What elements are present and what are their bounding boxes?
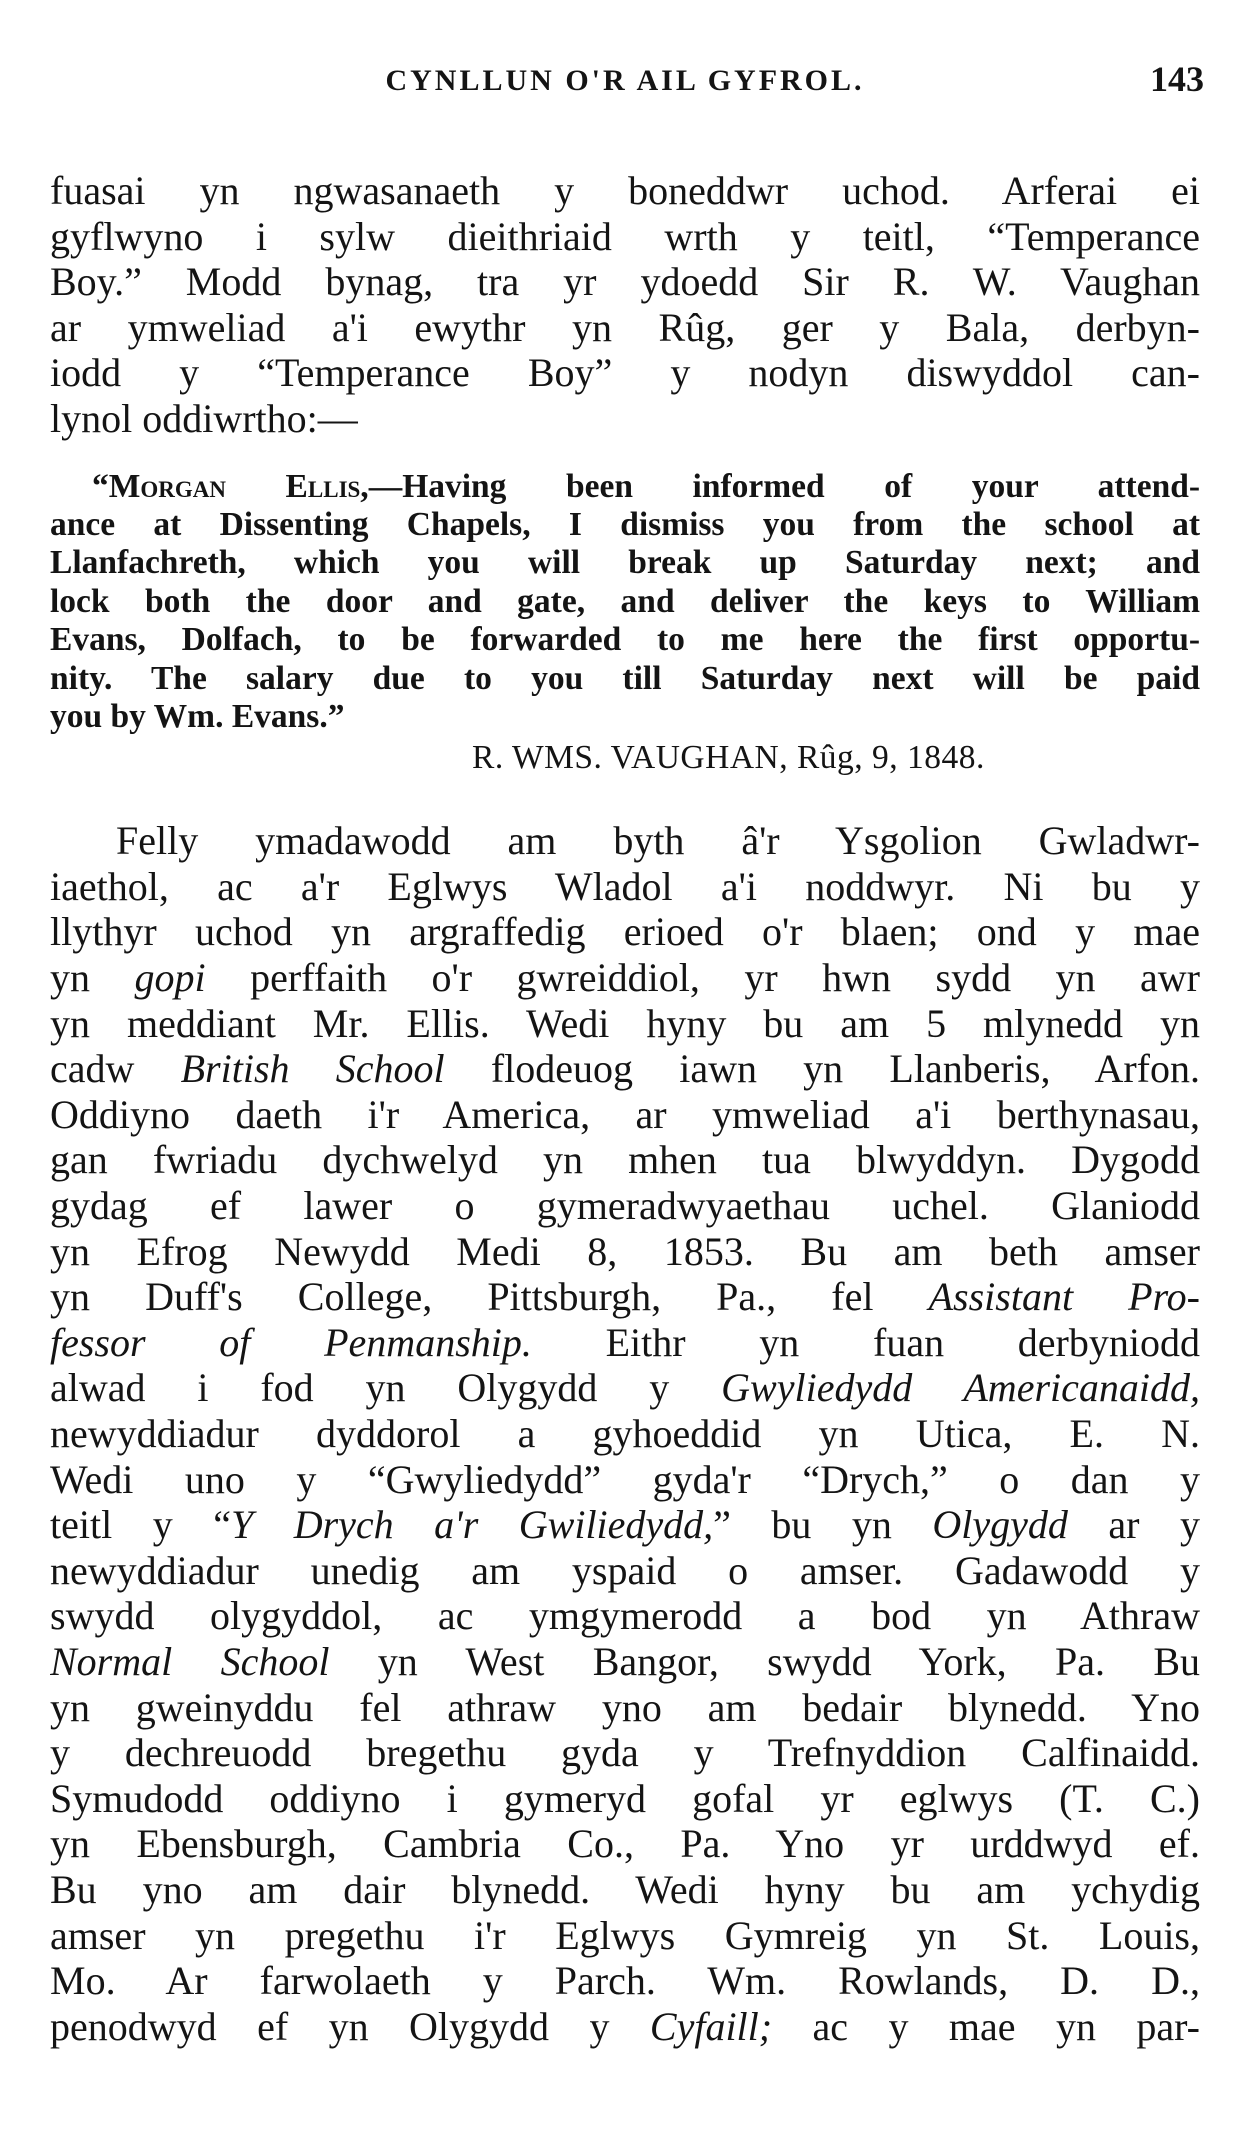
- text-line: newyddiadur dyddorol a gyhoeddid yn Utica, E. N.: [50, 1411, 1200, 1457]
- text-line: [50, 1046, 1200, 1092]
- text-run: teitl y “: [50, 1502, 231, 1548]
- book-page: [50, 58, 1204, 2049]
- letter-line: [50, 468, 1200, 506]
- text-run: ” bu yn: [713, 1502, 933, 1548]
- italic-run: gopi: [134, 955, 206, 1001]
- text-line: gan fwriadu dychwelyd yn mhen tua blwyddyn. Dygodd: [50, 1137, 1200, 1183]
- text-line: [50, 1365, 1200, 1411]
- text-line: gydag ef lawer o gymeradwyaethau uchel. Glaniodd: [50, 1183, 1200, 1229]
- italic-run: fessor of Penmanship.: [50, 1319, 532, 1365]
- text-run: yn Duff's College, Pittsburgh, Pa., fel: [50, 1274, 929, 1320]
- text-line: yn Efrog Newydd Medi 8, 1853. Bu am beth amser: [50, 1228, 1200, 1274]
- text-line: iaethol, ac a'r Eglwys Wladol a'i noddwyr. Ni bu y: [50, 863, 1200, 909]
- letter-text: —Having been informed of your attend-: [368, 467, 1200, 505]
- text-line: Mo. Ar farwolaeth y Parch. Wm. Rowlands, D. D.,: [50, 1958, 1200, 2004]
- letter-signature: R. WMS. VAUGHAN, Rûg, 9, 1848.: [472, 739, 985, 777]
- italic-run: British School: [180, 1046, 445, 1092]
- italic-run: Y Drych a'r Gwiliedydd,: [230, 1502, 714, 1548]
- text-line: Boy.” Modd bynag, tra yr ydoedd Sir R. W. Vaughan: [50, 259, 1200, 305]
- italic-run: Olygydd: [932, 1502, 1068, 1548]
- page-number: 143: [1150, 59, 1204, 99]
- text-line: yn gweinyddu fel athraw yno am bedair blynedd. Yno: [50, 1684, 1200, 1730]
- text-line: iodd y “Temperance Boy” y nodyn diswyddol can-: [50, 350, 1200, 396]
- letter-line: ance at Dissenting Chapels, I dismiss you from the school at: [50, 505, 1200, 543]
- text-run: yn: [50, 955, 135, 1001]
- text-line: [50, 1274, 1200, 1320]
- text-line: [50, 1639, 1200, 1685]
- letter-line: lock both the door and gate, and deliver the keys to William: [50, 582, 1200, 620]
- letter-line: nity. The salary due to you till Saturday next will be paid: [50, 659, 1200, 697]
- italic-run: Assistant Pro-: [928, 1274, 1200, 1320]
- text-line: Wedi uno y “Gwyliedydd” gyda'r “Drych,” o dan y: [50, 1456, 1200, 1502]
- text-line: [50, 955, 1200, 1001]
- text-line: swydd olygyddol, ac ymgymerodd a bod yn Athraw: [50, 1593, 1200, 1639]
- text-line: gyflwyno i sylw dieithriaid wrth y teitl, “Temperance: [50, 213, 1200, 259]
- letter-addressee: “Morgan Ellis,: [92, 467, 369, 505]
- page-body: [50, 168, 1200, 2049]
- text-run: ar y: [1067, 1502, 1200, 1548]
- letter-line: Evans, Dolfach, to be forwarded to me here the first opportu-: [50, 621, 1200, 659]
- quoted-letter: [50, 468, 1200, 779]
- text-run: penodwyd ef yn Olygydd y: [50, 2003, 650, 2049]
- text-line: y dechreuodd bregethu gyda y Trefnyddion Calfinaidd.: [50, 1730, 1200, 1776]
- text-line: lynol oddiwrtho:—: [50, 395, 358, 441]
- text-line: amser yn pregethu i'r Eglwys Gymreig yn St. Louis,: [50, 1912, 1200, 1958]
- text-line: yn Ebensburgh, Cambria Co., Pa. Yno yr urddwyd ef.: [50, 1821, 1200, 1867]
- letter-line: Llanfachreth, which you will break up Saturday next; and: [50, 544, 1200, 582]
- text-line: [50, 1502, 1200, 1548]
- running-title: CYNLLUN O'R AIL GYFROL.: [385, 64, 865, 97]
- text-line: Felly ymadawodd am byth â'r Ysgolion Gwladwr-: [116, 818, 1200, 864]
- text-line: [50, 1320, 1200, 1366]
- text-line: Bu yno am dair blynedd. Wedi hyny bu am ychydig: [50, 1866, 1200, 1912]
- text-line: [50, 2004, 1200, 2050]
- text-line: llythyr uchod yn argraffedig erioed o'r blaen; ond y mae: [50, 909, 1200, 955]
- text-line: Oddiyno daeth i'r America, ar ymweliad a'i berthynasau,: [50, 1091, 1200, 1137]
- text-run: ac y mae yn par-: [772, 2003, 1200, 2049]
- italic-run: Cyfaill;: [649, 2003, 773, 2049]
- text-run: alwad i fod yn Olygydd y: [50, 1365, 722, 1411]
- main-paragraph: [50, 818, 1200, 2049]
- italic-run: Normal School: [50, 1638, 330, 1684]
- text-line: yn meddiant Mr. Ellis. Wedi hyny bu am 5 mlynedd yn: [50, 1000, 1200, 1046]
- text-run: flodeuog iawn yn Llanberis, Arfon.: [444, 1046, 1200, 1092]
- intro-paragraph: [50, 168, 1200, 442]
- text-run: Eithr yn fuan derbyniodd: [531, 1319, 1200, 1365]
- text-line: Symudodd oddiyno i gymeryd gofal yr eglwys (T. C.): [50, 1775, 1200, 1821]
- italic-run: Gwyliedydd Americanaidd,: [721, 1365, 1200, 1411]
- text-line: fuasai yn ngwasanaeth y boneddwr uchod. Arferai ei: [50, 168, 1200, 213]
- text-run: cadw: [50, 1046, 181, 1092]
- text-run: perffaith o'r gwreiddiol, yr hwn sydd yn awr: [205, 955, 1200, 1001]
- text-run: yn West Bangor, swydd York, Pa. Bu: [329, 1638, 1200, 1684]
- text-line: newyddiadur unedig am yspaid o amser. Gadawodd y: [50, 1547, 1200, 1593]
- text-line: ar ymweliad a'i ewythr yn Rûg, ger y Bala, derbyn-: [50, 304, 1200, 350]
- letter-line: you by Wm. Evans.”: [50, 697, 345, 735]
- running-head: [50, 58, 1204, 108]
